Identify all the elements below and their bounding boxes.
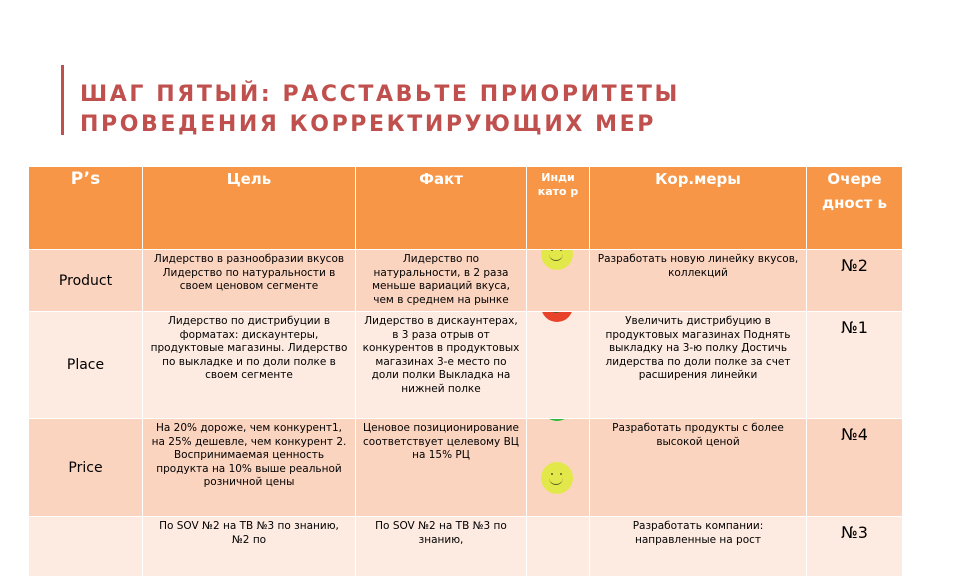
table-row (29, 312, 903, 419)
title-line-1: ШАГ ПЯТЫЙ: РАССТАВЬТЕ ПРИОРИТЕТЫ (80, 82, 680, 107)
measures-cell: Разработать компании: направленные на рост (590, 517, 807, 577)
smiley-face-icon (541, 462, 573, 494)
priority-cell: №3 (807, 517, 903, 577)
header-priority: Очере дност ь (807, 167, 903, 250)
measures-cell: Увеличить дистрибуцию в продуктовых магазинах Поднять выкладку на 3-ю полку Достичь лидерства по доли полке за счет расширения линейки (590, 312, 807, 419)
table-row (29, 419, 903, 517)
row-label: Product (29, 250, 143, 312)
indicator-cell (527, 250, 590, 312)
goal-cell: Лидерство в разнообразии вкусов Лидерство по натуральности в своем ценовом сегменте (143, 250, 356, 312)
header-indicator: Инди като р (527, 167, 590, 250)
priority-cell: №4 (807, 419, 903, 517)
goal-cell: Лидерство по дистрибуции в форматах: дискаунтеры, продуктовые магазины. Лидерство по выкладке и по доли полке в своем сегменте (143, 312, 356, 419)
row-label: Price (29, 419, 143, 517)
measures-cell: Разработать продукты с более высокой ценой (590, 419, 807, 517)
header-measures: Кор.меры (590, 167, 807, 250)
header-ps: P’s (29, 167, 143, 250)
goal-cell: По SOV №2 на ТВ №3 по знанию, №2 по (143, 517, 356, 577)
indicator-cell (527, 419, 590, 517)
title-accent-bar (61, 65, 64, 135)
row-label: Place (29, 312, 143, 419)
fact-cell: Ценовое позиционирование соответствует целевому ВЦ на 15% РЦ (356, 419, 527, 517)
priorities-table (28, 166, 903, 577)
measures-cell: Разработать новую линейку вкусов, коллекций (590, 250, 807, 312)
priority-cell: №1 (807, 312, 903, 419)
header-goal: Цель (143, 167, 356, 250)
page-title (80, 80, 680, 140)
smiley-face-icon (541, 419, 573, 422)
table-row (29, 517, 903, 577)
smiley-face-icon (541, 312, 573, 323)
smiley-face-icon (541, 250, 573, 271)
fact-cell: Лидерство в дискаунтерах, в 3 раза отрыв от конкурентов в продуктовых магазинах 3-е место по доли полки Выкладка на нижней полке (356, 312, 527, 419)
goal-cell: На 20% дороже, чем конкурент1, на 25% дешевле, чем конкурент 2. Воспринимаемая ценность продукта на 10% выше реальной розничной цены (143, 419, 356, 517)
title-line-2: ПРОВЕДЕНИЯ КОРРЕКТИРУЮЩИХ МЕР (80, 112, 656, 137)
header-fact: Факт (356, 167, 527, 250)
table-header-row (29, 167, 903, 250)
table-row (29, 250, 903, 312)
fact-cell: По SOV №2 на ТВ №3 по знанию, (356, 517, 527, 577)
indicator-cell (527, 312, 590, 419)
row-label (29, 517, 143, 577)
priority-cell: №2 (807, 250, 903, 312)
indicator-cell (527, 517, 590, 577)
fact-cell: Лидерство по натуральности, в 2 раза меньше вариаций вкуса, чем в среднем на рынке (356, 250, 527, 312)
